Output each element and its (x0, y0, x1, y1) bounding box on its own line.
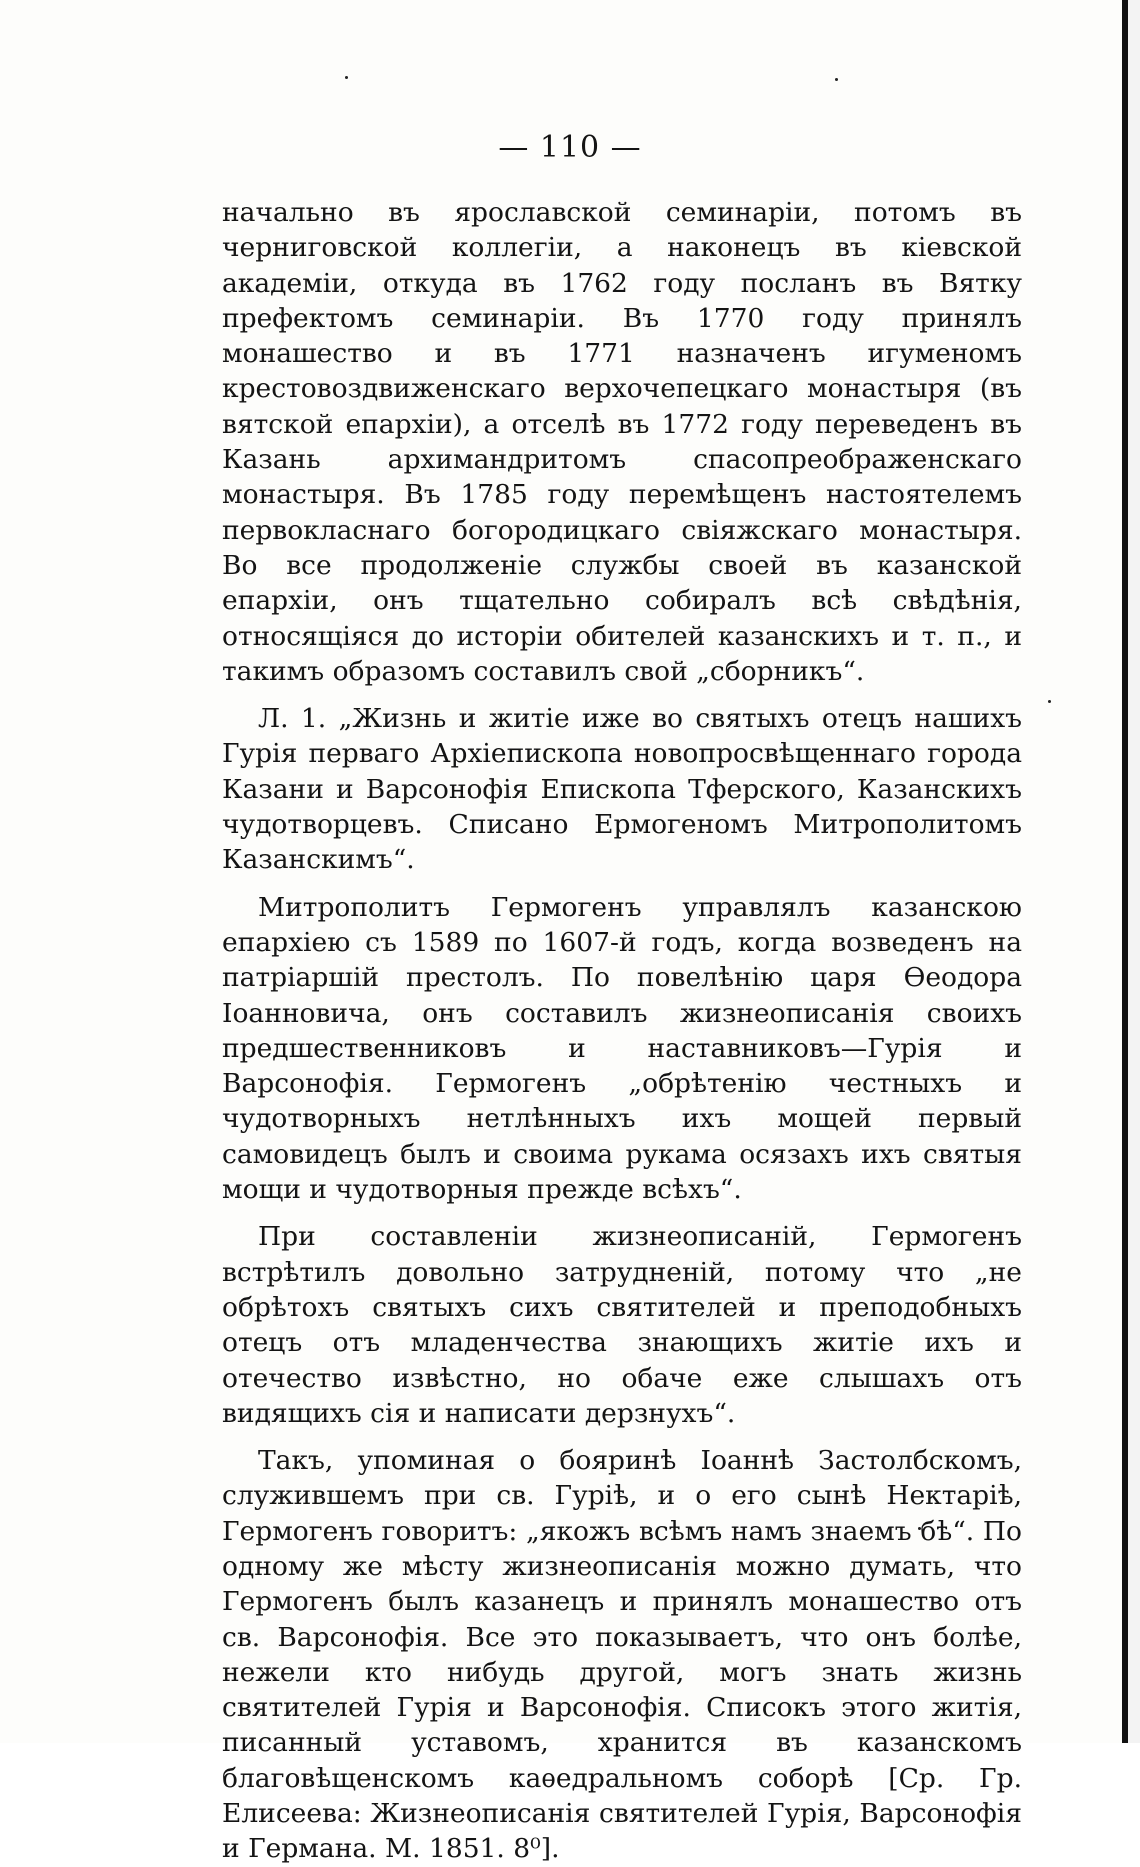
paragraph: Л. 1. „Жизнь и житіе иже во святыхъ отецъ нашихъ Гурія перваго Архіепископа новопросвѣщеннаго города Казани и Варсонофія Епископа Тферского, Казанскихъ чудотворцевъ. Списано Ермогеномъ Митрополитомъ Казанскимъ“. (222, 703, 1022, 876)
page-number: — 110 — (498, 130, 642, 165)
page-edge-line (1122, 0, 1128, 1743)
paragraph: Митрополитъ Гермогенъ управлялъ казанскою епархіею съ 1589 по 1607-й годъ, когда возведенъ на патріаршій престолъ. По повелѣнію царя Ѳеодора Іоанновича, онъ составилъ жизнеописанія своихъ предшественниковъ и наставниковъ—Гурія и Варсонофія. Гермогенъ „обрѣтенію честныхъ и чудотворныхъ нетлѣнныхъ ихъ мощей первый самовидецъ былъ и своима рукама осязахъ ихъ святыя мощи и чудотворныя прежде всѣхъ“. (222, 891, 1022, 1206)
page-edge-shade (1128, 0, 1140, 1743)
paragraph: При составленіи жизнеописаній, Гермогенъ встрѣтилъ довольно затрудненій, потому что „не обрѣтохъ святыхъ сихъ святителей и преподобныхъ отецъ отъ младенчества знающихъ житіе ихъ и отечество извѣстно, но обаче еже слышахъ отъ видящихъ сія и написати дерзнухъ“. (222, 1221, 1022, 1429)
paragraph: Такъ, упоминая о бояринѣ Іоаннѣ Застолбскомъ, служившемъ при св. Гуріѣ, и о его сынѣ Нектаріѣ, Гермогенъ говоритъ: „якожъ всѣмъ намъ знаемъ бѣ“. По одному же мѣсту жизнеописанія можно думать, что Гермогенъ былъ казанецъ и принялъ монашество отъ св. Варсонофія. Все это показываетъ, что онъ болѣе, нежели кто нибудь другой, могъ знать жизнь святителей Гурія и Варсонофія. Списокъ этого житія, писанный уставомъ, хранится въ казанскомъ благовѣщенскомъ каѳедральномъ соборѣ [Ср. Гр. Елисеева: Жизнеописанія святителей Гурія, Варсонофія и Германа. М. 1851. 8⁰]. (222, 1445, 1022, 1865)
body-text (222, 195, 1022, 1867)
scan-speck (1048, 700, 1051, 703)
paragraph: начально въ ярославской семинаріи, потомъ въ черниговской коллегіи, а наконецъ въ кіевской академіи, откуда въ 1762 году посланъ въ Вятку префектомъ семинаріи. Въ 1770 году принялъ монашество и въ 1771 назначенъ игуменомъ крестовоздвиженскаго верхочепецкаго монастыря (въ вятской епархіи), а отселѣ въ 1772 году переведенъ въ Казань архимандритомъ спасопреображенскаго монастыря. Въ 1785 году перемѣщенъ настоятелемъ первокласнаго богородицкаго свіяжскаго монастыря. Во все продолженіе службы своей въ казанской епархіи, онъ тщательно собиралъ всѣ свѣдѣнія, относящіяся до исторіи обителей казанскихъ и т. п., и такимъ образомъ составилъ свой „сборникъ“. (222, 197, 1022, 687)
scan-speck (835, 78, 838, 81)
scan-speck (345, 76, 348, 79)
